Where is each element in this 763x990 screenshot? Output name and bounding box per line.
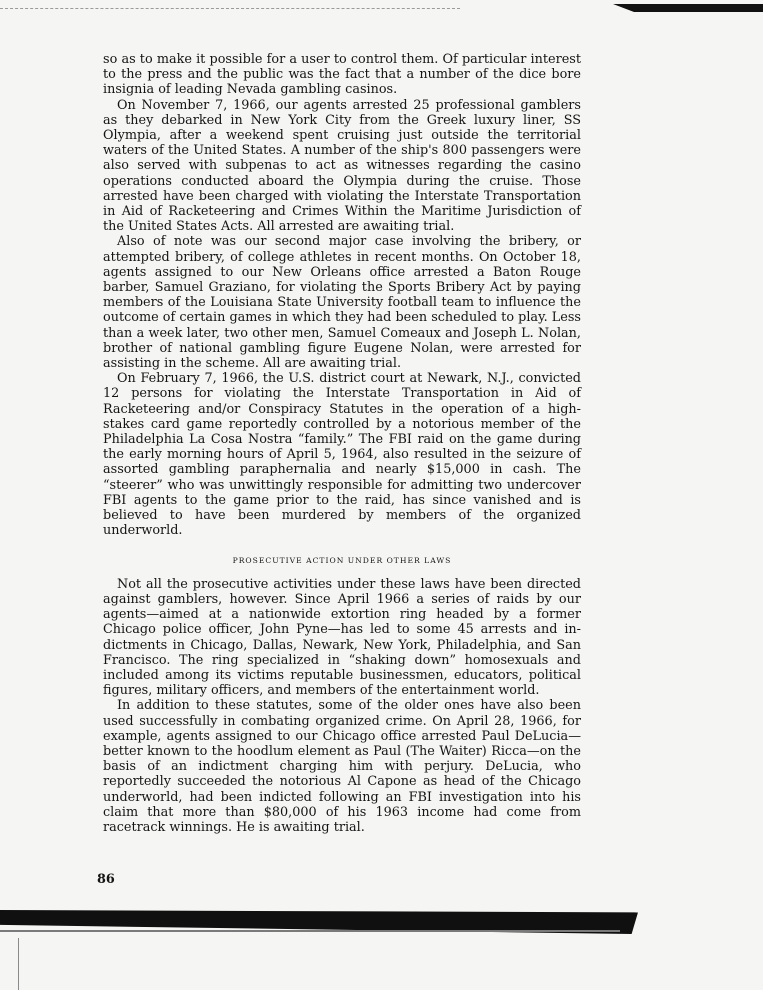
paragraph-delucia: In addition to these statutes, some of the older ones have also been used successfully in combating organized crime. On April 28, 1966, for example, agents assigned to our Chicago office arrested Paul DeLucia—better known to the hoodlum element as Paul (The Waiter) Ricca—on the basis of an indictment charging him with perjury. DeLucia, who reportedly succeeded the notorious Al Capone as head of the Chicago underworld, had been indicted following an FBI investigation into his claim that more than $80,000 of his 1963 income had come from racetrack winnings. He is awaiting trial.: [103, 698, 581, 835]
scan-corner-mark: [613, 4, 763, 12]
paragraph-olympia: On November 7, 1966, our agents arrested 25 professional gamblers as they debarked in New York City from the Greek luxury liner, SS Olympia, after a weekend spent cruising just outside the territorial waters of the United States. A number of the ship's 800 passengers were also served with subpenas to act as witnesses regarding the casino operations conducted aboard the Olympia during the cruise. Those arrested have been charged with violating the Interstate Transportation in Aid of Racketeering and Crimes Within the Maritime Jurisdiction of the United States Acts. All arrested are awaiting trial.: [103, 97, 581, 235]
section-heading: PROSECUTIVE ACTION UNDER OTHER LAWS: [232, 555, 452, 565]
scan-bottom-fringe: [0, 930, 620, 932]
scan-left-edge: [18, 938, 19, 990]
paragraph-dice: so as to make it possible for a user to control them. Of particular interest to the press and the public was the fact that a number of the dice bore insignia of leading Nevada gambling casinos.: [103, 52, 581, 98]
page-number: 86: [97, 872, 115, 887]
page-body: [103, 52, 581, 835]
paragraph-extortion: Not all the prosecutive activities under these laws have been directed against gamblers, however. Since April 1966 a series of raids by our agents—aimed at a nationwide extortion ring headed by a former Chicago police officer, John Pyne—has led to some 45 arrests and indictments in Chicago, Dallas, Newark, New York, Philadelphia, and San Francisco. The ring specialized in “shaking down” homosexuals and included among its victims reputable businessmen, educators, political figures, military officers, and members of the entertainment world.: [103, 576, 581, 699]
paragraph-newark: On February 7, 1966, the U.S. district court at Newark, N.J., convicted 12 persons for violating the Interstate Transportation in Aid of Racketeering and/or Conspiracy Statutes in the operation of a high-stakes card game reportedly controlled by a notorious member of the Philadelphia La Cosa Nostra “family.” The FBI raid on the game during the early morning hours of April 5, 1964, also resulted in the seizure of assorted gambling paraphernalia and nearly $15,000 in cash. The “steerer” who was unwittingly responsible for admitting two undercover FBI agents to the game prior to the raid, has since vanished and is believed to have been murdered by members of the organized underworld.: [103, 371, 581, 539]
paragraph-bribery: Also of note was our second major case involving the bribery, or attempted bribery, of college athletes in recent months. On October 18, agents assigned to our New Orleans office arrested a Baton Rouge barber, Samuel Graziano, for violating the Sports Bribery Act by paying members of the Louisiana State University football team to influence the outcome of certain games in which they had been scheduled to play. Less than a week later, two other men, Samuel Comeaux and Joseph L. Nolan, brother of national gambling figure Eugene Nolan, were arrested for assisting in the scheme. All are awaiting trial.: [103, 234, 581, 372]
scan-top-edge: [0, 8, 460, 9]
